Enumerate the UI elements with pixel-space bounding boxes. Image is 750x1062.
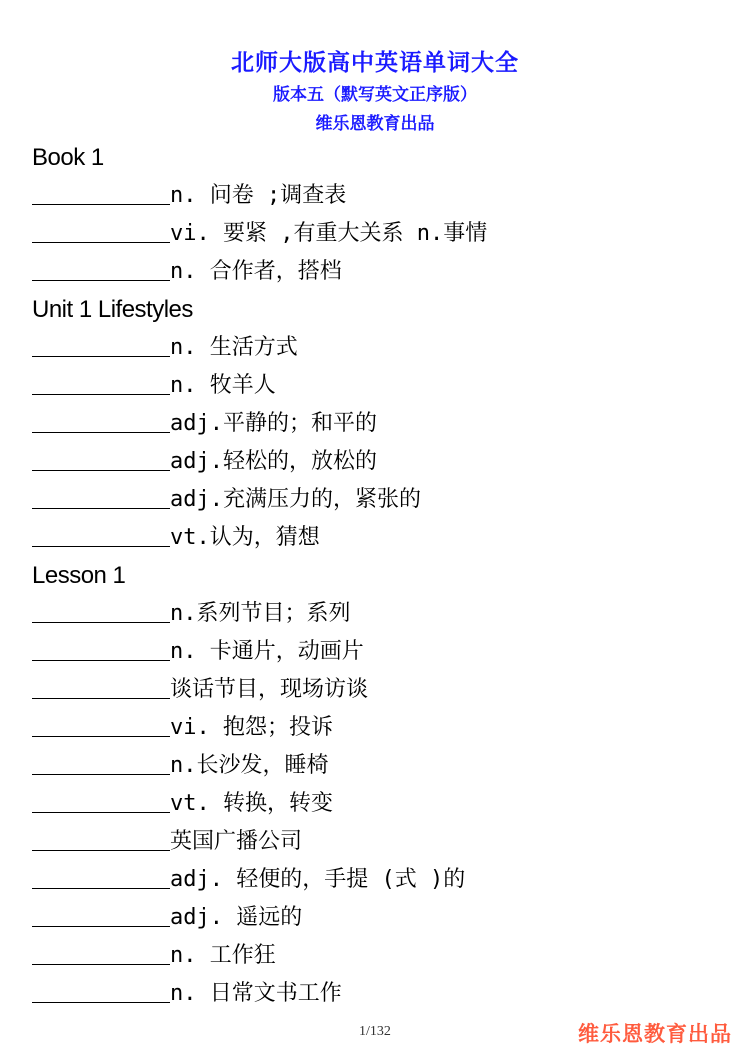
watermark: 维乐恩教育出品 xyxy=(578,1022,732,1046)
vocab-entry xyxy=(32,671,722,709)
vocab-entry xyxy=(32,253,722,291)
definition-text: n. 卡通片，动画片 xyxy=(170,639,364,664)
answer-blank[interactable] xyxy=(32,864,170,889)
vocab-entry xyxy=(32,785,722,823)
answer-blank[interactable] xyxy=(32,788,170,813)
answer-blank[interactable] xyxy=(32,446,170,471)
vocab-entry xyxy=(32,519,722,557)
answer-blank[interactable] xyxy=(32,940,170,965)
answer-blank[interactable] xyxy=(32,598,170,623)
vocab-entry xyxy=(32,595,722,633)
document-subtitle: 版本五（默写英文正序版） xyxy=(273,85,477,105)
section-heading: Lesson 1 xyxy=(32,562,126,589)
vocab-entry xyxy=(32,177,722,215)
definition-text: vt. 转换，转变 xyxy=(170,791,333,816)
section-heading: Book 1 xyxy=(32,144,104,171)
vocab-entry xyxy=(32,329,722,367)
vocab-entry xyxy=(32,861,722,899)
definition-text: n. 日常文书工作 xyxy=(170,981,342,1006)
answer-blank[interactable] xyxy=(32,522,170,547)
definition-text: adj.轻松的，放松的 xyxy=(170,449,377,474)
definition-text: adj.充满压力的，紧张的 xyxy=(170,487,421,512)
definition-text: vi. 要紧 ,有重大关系 n.事情 xyxy=(170,221,488,246)
answer-blank[interactable] xyxy=(32,826,170,851)
vocab-entry xyxy=(32,937,722,975)
section-heading: Unit 1 Lifestyles xyxy=(32,296,193,323)
answer-blank[interactable] xyxy=(32,332,170,357)
definition-text: adj.平静的；和平的 xyxy=(170,411,377,436)
answer-blank[interactable] xyxy=(32,256,170,281)
definition-text: 英国广播公司 xyxy=(170,829,303,854)
answer-blank[interactable] xyxy=(32,218,170,243)
definition-text: n.系列节目；系列 xyxy=(170,601,351,626)
answer-blank[interactable] xyxy=(32,674,170,699)
vocab-entry xyxy=(32,367,722,405)
vocab-entry xyxy=(32,481,722,519)
answer-blank[interactable] xyxy=(32,408,170,433)
definition-text: n.长沙发，睡椅 xyxy=(170,753,329,778)
vocab-entry xyxy=(32,899,722,937)
vocab-entry xyxy=(32,975,722,1013)
vocab-entry xyxy=(32,747,722,785)
vocab-entry xyxy=(32,215,722,253)
definition-text: n. 合作者，搭档 xyxy=(170,259,342,284)
answer-blank[interactable] xyxy=(32,902,170,927)
definition-text: vt.认为，猜想 xyxy=(170,525,320,550)
definition-text: n. 问卷 ;调查表 xyxy=(170,183,347,208)
answer-blank[interactable] xyxy=(32,636,170,661)
answer-blank[interactable] xyxy=(32,370,170,395)
vocab-entry xyxy=(32,823,722,861)
answer-blank[interactable] xyxy=(32,484,170,509)
answer-blank[interactable] xyxy=(32,750,170,775)
answer-blank[interactable] xyxy=(32,712,170,737)
vocab-entry xyxy=(32,405,722,443)
vocab-entry xyxy=(32,709,722,747)
page-number: 1/132 xyxy=(359,1024,391,1039)
answer-blank[interactable] xyxy=(32,978,170,1003)
definition-text: 谈话节目，现场访谈 xyxy=(170,677,369,702)
definition-text: adj. 轻便的，手提 (式 )的 xyxy=(170,867,466,892)
vocabulary-list xyxy=(32,139,722,1013)
definition-text: adj. 遥远的 xyxy=(170,905,303,930)
definition-text: n. 牧羊人 xyxy=(170,373,276,398)
vocab-entry xyxy=(32,443,722,481)
answer-blank[interactable] xyxy=(32,180,170,205)
definition-text: vi. 抱怨；投诉 xyxy=(170,715,333,740)
document-title: 北师大版高中英语单词大全 xyxy=(231,50,519,76)
vocab-entry xyxy=(32,633,722,671)
definition-text: n. 工作狂 xyxy=(170,943,276,968)
publisher-line: 维乐恩教育出品 xyxy=(315,114,435,134)
definition-text: n. 生活方式 xyxy=(170,335,298,360)
